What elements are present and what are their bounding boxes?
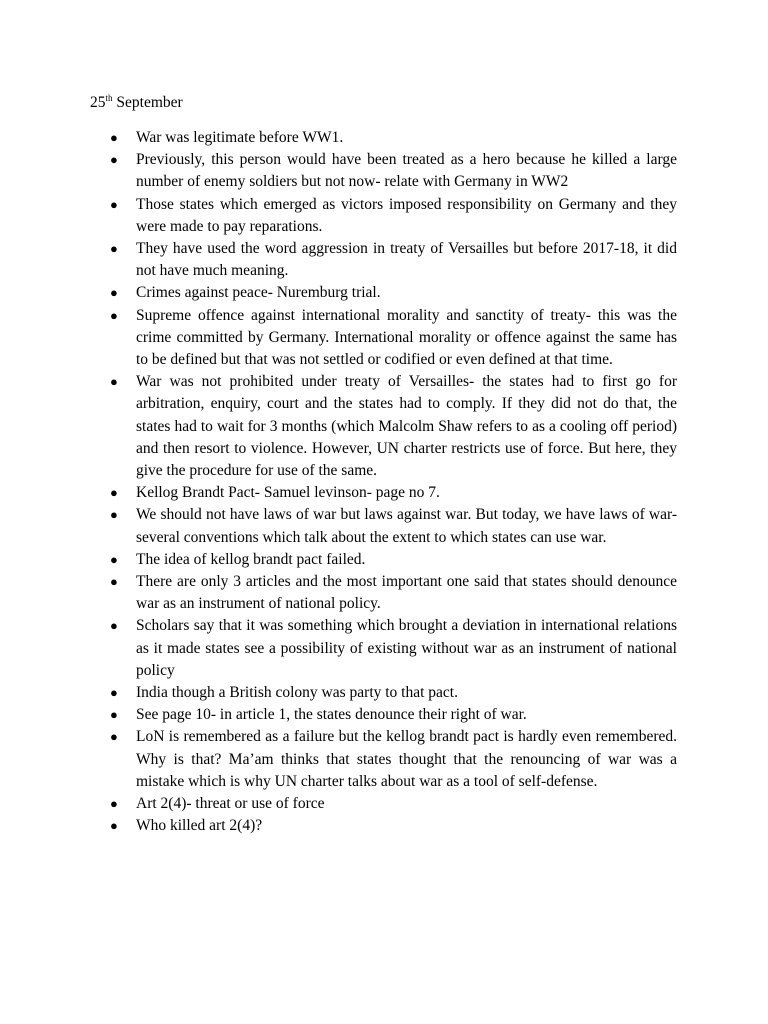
list-item-text: Supreme offence against international morality and sanctity of treaty- this was the crime committed by Germany. International morality or offence against the same has to be defined but that was not settled or codified or even defined at that time. [136, 306, 677, 369]
list-item [90, 682, 677, 704]
list-item [90, 238, 677, 282]
list-item [90, 549, 677, 571]
list-item-text: Art 2(4)- threat or use of force [136, 795, 325, 813]
list-item [90, 371, 677, 482]
list-item-text: Those states which emerged as victors imposed responsibility on Germany and they were made to pay reparations. [136, 195, 677, 235]
notes-list [90, 127, 677, 838]
bullet-icon: ● [110, 152, 118, 168]
date-heading [90, 93, 183, 113]
bullet-icon: ● [110, 241, 118, 257]
list-item-text: We should not have laws of war but laws against war. But today, we have laws of war- several conventions which talk about the extent to which states can use war. [136, 506, 677, 546]
list-item-text: Who killed art 2(4)? [136, 817, 263, 835]
list-item [90, 482, 677, 504]
bullet-icon: ● [110, 685, 118, 701]
list-item-text: India though a British colony was party to that pact. [136, 684, 458, 702]
list-item-text: Previously, this person would have been treated as a hero because he killed a large number of enemy soldiers but not now- relate with Germany in WW2 [136, 151, 677, 191]
bullet-icon: ● [110, 618, 118, 634]
bullet-icon: ● [110, 485, 118, 501]
bullet-icon: ● [110, 285, 118, 301]
list-item-text: War was not prohibited under treaty of Versailles- the states had to first go for arbitration, enquiry, court and the states had to comply. If they did not do that, the states had to wait for 3 months (which Malcolm Shaw refers to as a cooling off period) and then resort to violence. However, UN charter restricts use of force. But here, they give the procedure for use of the same. [136, 373, 677, 480]
list-item-text: The idea of kellog brandt pact failed. [136, 550, 366, 568]
bullet-icon: ● [110, 796, 118, 812]
bullet-icon: ● [110, 307, 118, 323]
list-item [90, 726, 677, 793]
list-item [90, 149, 677, 193]
bullet-icon: ● [110, 130, 118, 145]
list-item [90, 504, 677, 548]
date-month: September [116, 94, 183, 111]
date-day: 25 [90, 94, 106, 111]
bullet-icon: ● [110, 196, 118, 212]
list-item-text: Crimes against peace- Nuremburg trial. [136, 284, 381, 302]
list-item-text: See page 10- in article 1, the states denounce their right of war. [136, 706, 527, 724]
list-item-text: LoN is remembered as a failure but the kellog brandt pact is hardly even remembered. Why is that? Ma’am thinks that states thought that the renouncing of war was a mistake which is why UN charter talks about war as a tool of self-defense. [136, 728, 677, 790]
bullet-icon: ● [110, 374, 118, 390]
bullet-icon: ● [110, 574, 118, 590]
list-item [90, 305, 677, 372]
bullet-icon: ● [110, 507, 118, 523]
list-item [90, 815, 677, 837]
list-item [90, 571, 677, 615]
list-item-text: There are only 3 articles and the most important one said that states should denounce war as an instrument of national policy. [136, 573, 677, 613]
list-item-text: War was legitimate before WW1. [136, 129, 344, 146]
bullet-icon: ● [110, 707, 118, 723]
list-item [90, 615, 677, 682]
date-suffix: th [105, 92, 113, 103]
list-item [90, 793, 677, 815]
list-item [90, 704, 677, 726]
list-item-text: Kellog Brandt Pact- Samuel levinson- page no 7. [136, 484, 440, 502]
list-item [90, 282, 677, 304]
list-item [90, 194, 677, 238]
bullet-icon: ● [110, 551, 118, 567]
bullet-icon: ● [110, 818, 118, 834]
list-item [90, 127, 677, 149]
list-item-text: They have used the word aggression in treaty of Versailles but before 2017-18, it did not have much meaning. [136, 240, 677, 280]
bullet-icon: ● [110, 729, 118, 745]
list-item-text: Scholars say that it was something which brought a deviation in international relations as it made states see a possibility of existing without war as an instrument of national policy [136, 617, 677, 679]
